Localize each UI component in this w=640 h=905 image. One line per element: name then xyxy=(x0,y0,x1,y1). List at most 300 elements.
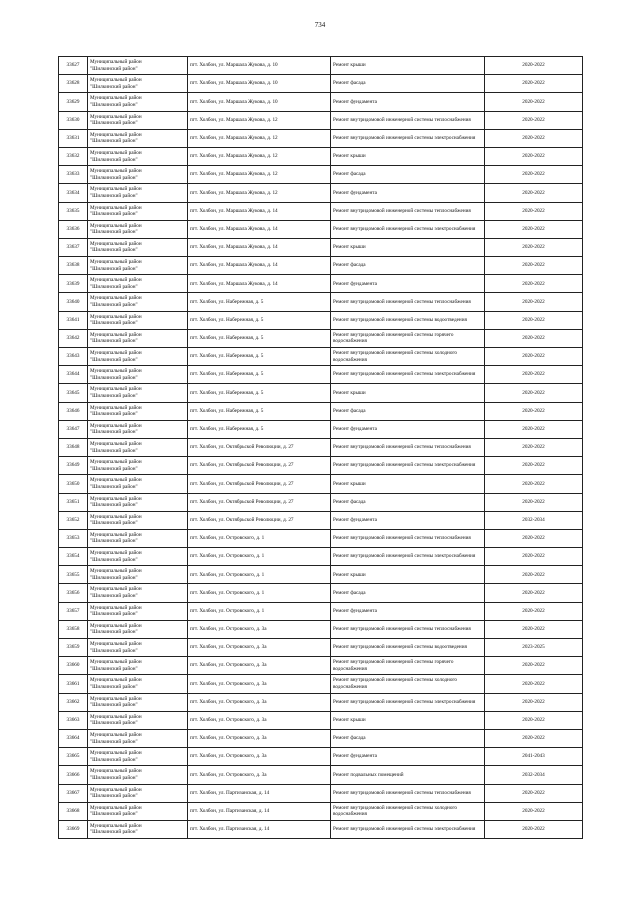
municipality-line-1: Муниципальный район xyxy=(90,295,142,302)
address: пгт. Холбон, ул. Маршала Жукова, д. 12 xyxy=(188,129,331,147)
period: 2020-2022 xyxy=(485,402,583,420)
table-row xyxy=(59,584,583,602)
row-number: 33633 xyxy=(59,166,88,184)
municipality-line-1: Муниципальный район xyxy=(90,186,142,193)
table-row xyxy=(59,566,583,584)
work-type-text: Ремонт фундамента xyxy=(333,189,377,196)
table-row xyxy=(59,620,583,638)
table-row xyxy=(59,348,583,366)
municipality-line-2: "Шилкинский район" xyxy=(90,447,138,454)
period: 2020-2022 xyxy=(485,111,583,129)
row-number: 33663 xyxy=(59,711,88,729)
municipality-line-2: "Шилкинский район" xyxy=(90,283,138,290)
row-number: 33652 xyxy=(59,511,88,529)
municipality xyxy=(88,166,188,184)
municipality-line-1: Муниципальный район xyxy=(90,768,142,775)
work-type xyxy=(331,711,485,729)
row-number: 33667 xyxy=(59,784,88,802)
table-row xyxy=(59,402,583,420)
municipality xyxy=(88,184,188,202)
table-row xyxy=(59,366,583,384)
work-type xyxy=(331,129,485,147)
row-number: 33628 xyxy=(59,75,88,93)
municipality-line-2: "Шилкинский район" xyxy=(90,793,138,800)
work-type xyxy=(331,602,485,620)
municipality xyxy=(88,384,188,402)
municipality-line-1: Муниципальный район xyxy=(90,568,142,575)
work-type-text: Ремонт внутридомовой инженерной системы электроснабжения xyxy=(333,698,476,705)
work-type-text: Ремонт внутридомовой инженерной системы электроснабжения xyxy=(333,553,476,560)
period: 2020-2022 xyxy=(485,438,583,456)
work-type-text: Ремонт фундамента xyxy=(333,98,377,105)
address: пгт. Холбон, ул. Набережная, д. 5 xyxy=(188,384,331,402)
municipality-line-1: Муниципальный район xyxy=(90,259,142,266)
municipality-line-1: Муниципальный район xyxy=(90,386,142,393)
municipality-line-1: Муниципальный район xyxy=(90,822,142,829)
municipality-line-2: "Шилкинский район" xyxy=(90,392,138,399)
work-type-text: Ремонт крыши xyxy=(333,571,366,578)
period: 2020-2022 xyxy=(485,257,583,275)
period: 2020-2022 xyxy=(485,548,583,566)
municipality-line-2: "Шилкинский район" xyxy=(90,629,138,636)
municipality-line-2: "Шилкинский район" xyxy=(90,593,138,600)
address: пгт. Холбон, ул. Набережная, д. 5 xyxy=(188,366,331,384)
table-row xyxy=(59,475,583,493)
municipality xyxy=(88,529,188,547)
table-row xyxy=(59,693,583,711)
period: 2020-2022 xyxy=(485,129,583,147)
municipality-line-1: Муниципальный район xyxy=(90,459,142,466)
work-type-text: Ремонт внутридомовой инженерной системы горячего водоснабжения xyxy=(333,331,454,345)
period: 2020-2022 xyxy=(485,584,583,602)
period: 2020-2022 xyxy=(485,366,583,384)
work-type-text: Ремонт внутридомовой инженерной системы водоотведения xyxy=(333,316,467,323)
period: 2020-2022 xyxy=(485,184,583,202)
work-type xyxy=(331,675,485,693)
municipality-line-2: "Шилкинский район" xyxy=(90,483,138,490)
municipality-line-2: "Шилкинский район" xyxy=(90,720,138,727)
address: пгт. Холбон, ул. Партизанская, д. 14 xyxy=(188,784,331,802)
municipality-line-2: "Шилкинский район" xyxy=(90,83,138,90)
table-row xyxy=(59,766,583,784)
address: пгт. Холбон, ул. Маршала Жукова, д. 10 xyxy=(188,75,331,93)
work-type xyxy=(331,220,485,238)
municipality-line-2: "Шилкинский район" xyxy=(90,429,138,436)
row-number: 33653 xyxy=(59,529,88,547)
work-type-text: Ремонт внутридомовой инженерной системы холодного водоснабжения xyxy=(333,350,458,363)
work-type xyxy=(331,657,485,675)
table-row xyxy=(59,511,583,529)
period: 2020-2022 xyxy=(485,802,583,820)
work-type-text: Ремонт внутридомовой инженерной системы электроснабжения xyxy=(333,826,476,833)
period: 2020-2022 xyxy=(485,238,583,256)
municipality xyxy=(88,675,188,693)
work-type-text: Ремонт крыши xyxy=(333,62,366,69)
table-row xyxy=(59,602,583,620)
table-row xyxy=(59,784,583,802)
work-type xyxy=(331,748,485,766)
work-type xyxy=(331,384,485,402)
address: пгт. Холбон, ул. Островского, д. 3а xyxy=(188,620,331,638)
period: 2020-2022 xyxy=(485,57,583,75)
municipality-line-2: "Шилкинский район" xyxy=(90,520,138,527)
municipality-line-1: Муниципальный район xyxy=(90,713,142,720)
municipality-line-2: "Шилкинский район" xyxy=(90,120,138,127)
row-number: 33654 xyxy=(59,548,88,566)
municipality-line-1: Муниципальный район xyxy=(90,240,142,247)
row-number: 33666 xyxy=(59,766,88,784)
municipality-line-2: "Шилкинский район" xyxy=(90,538,138,545)
address: пгт. Холбон, ул. Маршала Жукова, д. 14 xyxy=(188,275,331,293)
table-row xyxy=(59,457,583,475)
table-row xyxy=(59,147,583,165)
work-type-text: Ремонт фундамента xyxy=(333,607,377,614)
municipality-line-2: "Шилкинский район" xyxy=(90,756,138,763)
municipality xyxy=(88,566,188,584)
municipality xyxy=(88,366,188,384)
work-type xyxy=(331,57,485,75)
period: 2020-2022 xyxy=(485,311,583,329)
row-number: 33641 xyxy=(59,311,88,329)
row-number: 33659 xyxy=(59,639,88,657)
work-type xyxy=(331,311,485,329)
period: 2023-2025 xyxy=(485,639,583,657)
row-number: 33632 xyxy=(59,147,88,165)
period: 2020-2022 xyxy=(485,202,583,220)
work-type xyxy=(331,475,485,493)
municipality-line-1: Муниципальный район xyxy=(90,277,142,284)
period: 2020-2022 xyxy=(485,275,583,293)
work-type xyxy=(331,802,485,820)
row-number: 33640 xyxy=(59,293,88,311)
address: пгт. Холбон, ул. Октябрьской Революции, д. 27 xyxy=(188,438,331,456)
work-type xyxy=(331,275,485,293)
work-type-text: Ремонт внутридомовой инженерной системы теплоснабжения xyxy=(333,116,471,123)
address: пгт. Холбон, ул. Октябрьской Революции, д. 27 xyxy=(188,457,331,475)
municipality-line-2: "Шилкинский район" xyxy=(90,374,138,381)
municipality-line-2: "Шилкинский район" xyxy=(90,574,138,581)
table-row xyxy=(59,111,583,129)
work-type xyxy=(331,184,485,202)
work-type-text: Ремонт крыши xyxy=(333,717,366,724)
municipality-line-2: "Шилкинский район" xyxy=(90,192,138,199)
municipality-line-1: Муниципальный район xyxy=(90,331,142,338)
work-type-text: Ремонт фасада xyxy=(333,407,366,414)
address: пгт. Холбон, ул. Островского, д. 1 xyxy=(188,529,331,547)
work-type xyxy=(331,457,485,475)
municipality-line-1: Муниципальный район xyxy=(90,131,142,138)
row-number: 33637 xyxy=(59,238,88,256)
municipality-line-2: "Шилкинский район" xyxy=(90,138,138,145)
work-type xyxy=(331,584,485,602)
work-type xyxy=(331,420,485,438)
municipality-line-1: Муниципальный район xyxy=(90,404,142,411)
row-number: 33627 xyxy=(59,57,88,75)
address: пгт. Холбон, ул. Маршала Жукова, д. 12 xyxy=(188,111,331,129)
municipality xyxy=(88,57,188,75)
work-type xyxy=(331,257,485,275)
municipality-line-1: Муниципальный район xyxy=(90,495,142,502)
work-type xyxy=(331,493,485,511)
municipality-line-1: Муниципальный район xyxy=(90,513,142,520)
work-type xyxy=(331,438,485,456)
municipality-line-1: Муниципальный район xyxy=(90,677,142,684)
work-type xyxy=(331,75,485,93)
municipality xyxy=(88,402,188,420)
municipality-line-1: Муниципальный район xyxy=(90,641,142,647)
period: 2020-2022 xyxy=(485,529,583,547)
row-number: 33661 xyxy=(59,675,88,693)
municipality-line-2: "Шилкинский район" xyxy=(90,465,138,472)
address: пгт. Холбон, ул. Островского, д. 1 xyxy=(188,566,331,584)
table-row xyxy=(59,420,583,438)
table-row xyxy=(59,311,583,329)
address: пгт. Холбон, ул. Октябрьской Революции, д. 27 xyxy=(188,475,331,493)
row-number: 33638 xyxy=(59,257,88,275)
municipality xyxy=(88,511,188,529)
work-type-text: Ремонт внутридомовой инженерной системы теплоснабжения xyxy=(333,535,471,542)
work-type-text: Ремонт внутридомовой инженерной системы теплоснабжения xyxy=(333,444,471,451)
address: пгт. Холбон, ул. Маршала Жукова, д. 12 xyxy=(188,184,331,202)
municipality-line-2: "Шилкинский район" xyxy=(90,156,138,163)
work-type xyxy=(331,693,485,711)
work-type xyxy=(331,111,485,129)
municipality-line-2: "Шилкинский район" xyxy=(90,411,138,418)
period: 2032-2034 xyxy=(485,511,583,529)
municipality-line-1: Муниципальный район xyxy=(90,604,142,611)
row-number: 33651 xyxy=(59,493,88,511)
work-type xyxy=(331,402,485,420)
address: пгт. Холбон, ул. Партизанская, д. 14 xyxy=(188,802,331,820)
municipality-line-2: "Шилкинский район" xyxy=(90,65,138,72)
work-type-text: Ремонт крыши xyxy=(333,153,366,160)
period: 2041-2043 xyxy=(485,748,583,766)
municipality-line-1: Муниципальный район xyxy=(90,168,142,175)
work-type-text: Ремонт внутридомовой инженерной системы горячего водоснабжения xyxy=(333,659,454,672)
row-number: 33669 xyxy=(59,820,88,838)
period: 2020-2022 xyxy=(485,329,583,347)
work-type-text: Ремонт внутридомовой инженерной системы электроснабжения xyxy=(333,462,476,469)
work-type-text: Ремонт внутридомовой инженерной системы электроснабжения xyxy=(333,225,476,232)
municipality-line-1: Муниципальный район xyxy=(90,804,142,811)
municipality xyxy=(88,220,188,238)
table-row xyxy=(59,93,583,111)
municipality-line-1: Муниципальный район xyxy=(90,350,142,356)
address: пгт. Холбон, ул. Островского, д. 3а xyxy=(188,729,331,747)
work-type-text: Ремонт внутридомовой инженерной системы электроснабжения xyxy=(333,371,476,378)
municipality-line-1: Муниципальный район xyxy=(90,59,142,65)
period: 2020-2022 xyxy=(485,602,583,620)
work-type xyxy=(331,329,485,347)
municipality-line-2: "Шилкинский район" xyxy=(90,829,138,836)
page-number: 734 xyxy=(314,21,326,29)
municipality-line-2: "Шилкинский район" xyxy=(90,320,138,327)
address: пгт. Холбон, ул. Островского, д. 3а xyxy=(188,675,331,693)
work-type xyxy=(331,529,485,547)
address: пгт. Холбон, ул. Октябрьской Революции, д. 27 xyxy=(188,511,331,529)
address: пгт. Холбон, ул. Маршала Жукова, д. 14 xyxy=(188,257,331,275)
municipality xyxy=(88,329,188,347)
row-number: 33665 xyxy=(59,748,88,766)
address: пгт. Холбон, ул. Маршала Жукова, д. 14 xyxy=(188,220,331,238)
work-type xyxy=(331,238,485,256)
row-number: 33655 xyxy=(59,566,88,584)
work-type xyxy=(331,820,485,838)
register-table xyxy=(58,56,583,839)
period: 2020-2022 xyxy=(485,620,583,638)
row-number: 33635 xyxy=(59,202,88,220)
work-type xyxy=(331,202,485,220)
municipality-line-1: Муниципальный район xyxy=(90,477,142,484)
municipality-line-2: "Шилкинский район" xyxy=(90,247,138,254)
work-type-text: Ремонт фасада xyxy=(333,262,366,269)
municipality-line-1: Муниципальный район xyxy=(90,204,142,211)
work-type xyxy=(331,366,485,384)
work-type-text: Ремонт фасада xyxy=(333,735,366,742)
row-number: 33658 xyxy=(59,620,88,638)
table-row xyxy=(59,529,583,547)
work-type xyxy=(331,348,485,366)
address: пгт. Холбон, ул. Островского, д. 3а xyxy=(188,766,331,784)
municipality-line-1: Муниципальный район xyxy=(90,77,142,84)
municipality-line-2: "Шилкинский район" xyxy=(90,174,138,181)
work-type-text: Ремонт крыши xyxy=(333,389,366,396)
row-number: 33642 xyxy=(59,329,88,347)
municipality-line-2: "Шилкинский район" xyxy=(90,265,138,272)
municipality-line-2: "Шилкинский район" xyxy=(90,556,138,563)
address: пгт. Холбон, ул. Островского, д. 3а xyxy=(188,657,331,675)
address: пгт. Холбон, ул. Маршала Жукова, д. 12 xyxy=(188,166,331,184)
work-type xyxy=(331,548,485,566)
address: пгт. Холбон, ул. Островского, д. 3а xyxy=(188,711,331,729)
municipality xyxy=(88,584,188,602)
municipality xyxy=(88,493,188,511)
work-type xyxy=(331,93,485,111)
work-type-text: Ремонт фасада xyxy=(333,589,366,596)
municipality xyxy=(88,93,188,111)
table-row xyxy=(59,639,583,657)
municipality xyxy=(88,748,188,766)
work-type xyxy=(331,620,485,638)
municipality xyxy=(88,275,188,293)
table-row xyxy=(59,711,583,729)
municipality xyxy=(88,784,188,802)
municipality xyxy=(88,147,188,165)
row-number: 33644 xyxy=(59,366,88,384)
municipality xyxy=(88,475,188,493)
municipality-line-2: "Шилкинский район" xyxy=(90,229,138,236)
address: пгт. Холбон, ул. Набережная, д. 5 xyxy=(188,329,331,347)
work-type xyxy=(331,511,485,529)
table-row xyxy=(59,257,583,275)
municipality xyxy=(88,548,188,566)
row-number: 33668 xyxy=(59,802,88,820)
work-type-text: Ремонт внутридомовой инженерной системы теплоснабжения xyxy=(333,298,471,305)
row-number: 33629 xyxy=(59,93,88,111)
municipality-line-1: Муниципальный район xyxy=(90,368,142,375)
municipality xyxy=(88,657,188,675)
period: 2020-2022 xyxy=(485,147,583,165)
municipality-line-2: "Шилкинский район" xyxy=(90,738,138,745)
row-number: 33657 xyxy=(59,602,88,620)
table-row xyxy=(59,293,583,311)
municipality xyxy=(88,820,188,838)
row-number: 33664 xyxy=(59,729,88,747)
address: пгт. Холбон, ул. Островского, д. 1 xyxy=(188,548,331,566)
address: пгт. Холбон, ул. Набережная, д. 5 xyxy=(188,311,331,329)
table-body xyxy=(59,57,583,839)
work-type xyxy=(331,729,485,747)
row-number: 33630 xyxy=(59,111,88,129)
municipality-line-1: Муниципальный район xyxy=(90,313,142,320)
table-row xyxy=(59,548,583,566)
work-type xyxy=(331,166,485,184)
address: пгт. Холбон, ул. Островского, д. 3а xyxy=(188,693,331,711)
row-number: 33639 xyxy=(59,275,88,293)
municipality xyxy=(88,257,188,275)
table-row xyxy=(59,275,583,293)
row-number: 33645 xyxy=(59,384,88,402)
period: 2020-2022 xyxy=(485,675,583,693)
table-row xyxy=(59,438,583,456)
table-row xyxy=(59,820,583,838)
work-type-text: Ремонт внутридомовой инженерной системы электроснабжения xyxy=(333,135,476,142)
municipality xyxy=(88,602,188,620)
address: пгт. Холбон, ул. Островского, д. 1 xyxy=(188,584,331,602)
address: пгт. Холбон, ул. Набережная, д. 5 xyxy=(188,348,331,366)
municipality-line-1: Муниципальный район xyxy=(90,586,142,593)
period: 2020-2022 xyxy=(485,348,583,366)
table-row xyxy=(59,238,583,256)
table-row xyxy=(59,675,583,693)
municipality-line-2: "Шилкинский район" xyxy=(90,665,138,672)
work-type-text: Ремонт фундамента xyxy=(333,516,377,523)
municipality-line-2: "Шилкинский район" xyxy=(90,356,138,363)
municipality-line-1: Муниципальный район xyxy=(90,750,142,757)
table-row xyxy=(59,202,583,220)
period: 2020-2022 xyxy=(485,220,583,238)
period: 2020-2022 xyxy=(485,493,583,511)
municipality-line-2: "Шилкинский район" xyxy=(90,647,138,654)
work-type-text: Ремонт фасада xyxy=(333,171,366,178)
address: пгт. Холбон, ул. Набережная, д. 5 xyxy=(188,402,331,420)
work-type-text: Ремонт фасада xyxy=(333,498,366,505)
work-type xyxy=(331,147,485,165)
municipality-line-1: Муниципальный район xyxy=(90,695,142,702)
municipality xyxy=(88,766,188,784)
address: пгт. Холбон, ул. Набережная, д. 5 xyxy=(188,420,331,438)
table-row xyxy=(59,220,583,238)
municipality xyxy=(88,729,188,747)
municipality xyxy=(88,438,188,456)
municipality-line-1: Муниципальный район xyxy=(90,622,142,629)
municipality-line-1: Муниципальный район xyxy=(90,149,142,156)
row-number: 33660 xyxy=(59,657,88,675)
municipality xyxy=(88,202,188,220)
period: 2020-2022 xyxy=(485,693,583,711)
municipality-line-2: "Шилкинский район" xyxy=(90,101,138,108)
municipality-line-2: "Шилкинский район" xyxy=(90,683,138,690)
address: пгт. Холбон, ул. Октябрьской Революции, д. 27 xyxy=(188,493,331,511)
table-row xyxy=(59,329,583,347)
work-type-text: Ремонт крыши xyxy=(333,244,366,251)
address: пгт. Холбон, ул. Маршала Жукова, д. 14 xyxy=(188,202,331,220)
work-type-text: Ремонт фундамента xyxy=(333,280,377,287)
row-number: 33647 xyxy=(59,420,88,438)
period: 2020-2022 xyxy=(485,166,583,184)
table-row xyxy=(59,657,583,675)
period: 2020-2022 xyxy=(485,566,583,584)
